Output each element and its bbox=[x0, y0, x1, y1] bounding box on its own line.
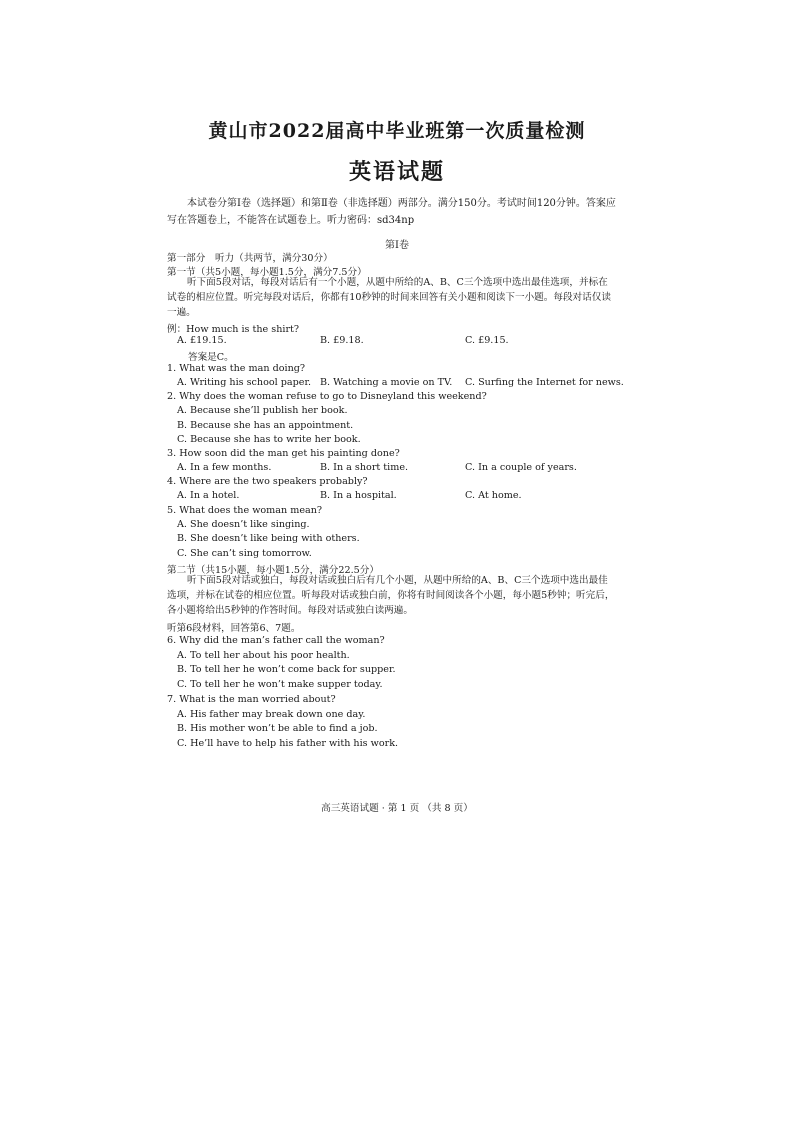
example-option-c: C. £9.15. bbox=[465, 335, 509, 346]
q6-option-c: C. To tell her he won’t make supper today. bbox=[177, 679, 383, 690]
section1-instructions: 听下面5段对话，每段对话后有一个小题，从题中所给的A、B、C三个选项中选出最佳选项，并标在试卷的相应位置。听完每段对话后，你都有10秒钟的时间来回答有关小题和阅读下一小题。每段对话仅读一遍。 bbox=[167, 277, 611, 318]
page-footer: 高三英语试题 · 第 1 页 （共 8 页） bbox=[321, 803, 473, 814]
q7-option-a: A. His father may break down one day. bbox=[177, 709, 366, 720]
q3-option-a: A. In a few months. bbox=[177, 462, 272, 473]
section1-heading: 第一节（共5小题，每小题1.5分，满分7.5分） bbox=[167, 267, 367, 278]
q6-option-a: A. To tell her about his poor health. bbox=[177, 650, 350, 661]
q2-option-c: C. Because she has to write her book. bbox=[177, 434, 361, 445]
q2-option-a: A. Because she’ll publish her book. bbox=[177, 405, 348, 416]
volume-label: 第Ⅰ卷 bbox=[385, 240, 409, 251]
question-6: 6. Why did the man’s father call the woman? bbox=[167, 635, 385, 646]
section2-instructions: 听下面5段对话或独白，每段对话或独白后有几个小题，从题中所给的A、B、C三个选项中选出最佳选项，并标在试卷的相应位置。听每段对话或独白前，你将有时间阅读各个小题，每小题5秒钟；听完后，各小题将给出5秒钟的作答时间。每段对话或独白读两遍。 bbox=[167, 575, 615, 616]
example-option-a: A. £19.15. bbox=[177, 335, 227, 346]
q5-option-c: C. She can’t sing tomorrow. bbox=[177, 548, 312, 559]
example-option-b: B. £9.18. bbox=[320, 335, 364, 346]
example-answer: 答案是C。 bbox=[188, 352, 234, 363]
exam-subtitle: 英语试题 bbox=[348, 159, 445, 185]
q2-option-b: B. Because she has an appointment. bbox=[177, 420, 354, 431]
q1-option-a: A. Writing his school paper. bbox=[177, 377, 312, 388]
exam-intro: 本试卷分第Ⅰ卷（选择题）和第Ⅱ卷（非选择题）两部分。满分150分。考试时间120分钟。答案应写在答题卷上，不能答在试题卷上。听力密码：sd34np bbox=[167, 198, 616, 226]
q7-option-b: B. His mother won’t be able to find a job. bbox=[177, 723, 378, 734]
question-7: 7. What is the man worried about? bbox=[167, 694, 336, 705]
exam-title: 黄山市2022届高中毕业班第一次质量检测 bbox=[208, 120, 586, 142]
q4-option-b: B. In a hospital. bbox=[320, 490, 397, 501]
question-1: 1. What was the man doing? bbox=[167, 363, 306, 374]
section2-heading: 第二节（共15小题，每小题1.5分，满分22.5分） bbox=[167, 565, 379, 576]
q4-option-a: A. In a hotel. bbox=[177, 490, 240, 501]
q5-option-a: A. She doesn’t like singing. bbox=[177, 519, 310, 530]
question-5: 5. What does the woman mean? bbox=[167, 505, 323, 516]
question-2: 2. Why does the woman refuse to go to Disneyland this weekend? bbox=[167, 391, 487, 402]
question-3: 3. How soon did the man get his painting done? bbox=[167, 448, 400, 459]
part1-heading: 第一部分 听力（共两节，满分30分） bbox=[167, 253, 333, 264]
example-question: 例：How much is the shirt? bbox=[167, 324, 300, 335]
q6-option-b: B. To tell her he won’t come back for supper. bbox=[177, 664, 396, 675]
q5-option-b: B. She doesn’t like being with others. bbox=[177, 533, 360, 544]
question-4: 4. Where are the two speakers probably? bbox=[167, 476, 368, 487]
section2-note: 听第6段材料，回答第6、7题。 bbox=[167, 623, 301, 634]
q4-option-c: C. At home. bbox=[465, 490, 522, 501]
q1-option-c: C. Surfing the Internet for news. bbox=[465, 377, 624, 388]
q1-option-b: B. Watching a movie on TV. bbox=[320, 377, 453, 388]
q3-option-c: C. In a couple of years. bbox=[465, 462, 577, 473]
q3-option-b: B. In a short time. bbox=[320, 462, 409, 473]
q7-option-c: C. He’ll have to help his father with his work. bbox=[177, 738, 399, 749]
